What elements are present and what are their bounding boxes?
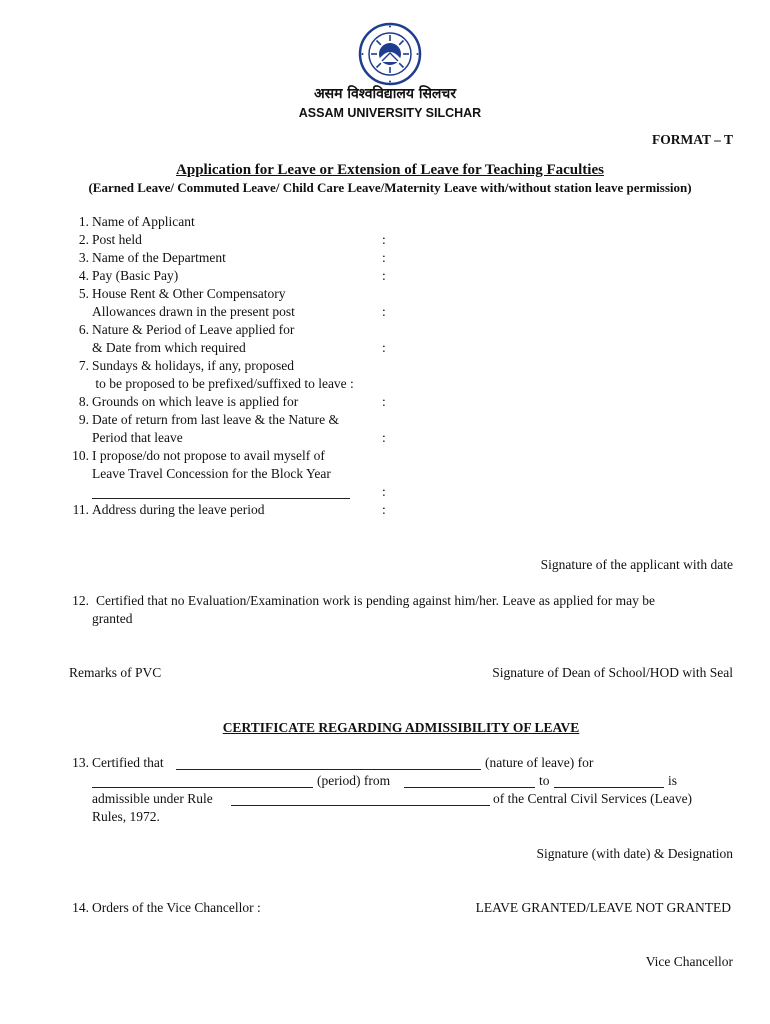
item-number: 14.	[72, 900, 89, 915]
leave-decision-text: LEAVE GRANTED/LEAVE NOT GRANTED	[475, 900, 731, 915]
colon-separator: :	[382, 394, 386, 409]
colon-separator: :	[382, 232, 386, 247]
item-number: 4.	[78, 268, 89, 283]
format-label: FORMAT – T	[651, 132, 733, 147]
rule-blank[interactable]	[231, 805, 490, 806]
university-name-hindi: असम विश्वविद्यालय सिलचर	[313, 86, 457, 102]
item-number: 6.	[78, 322, 89, 337]
admissible-text: admissible under Rule	[92, 791, 213, 806]
item-label: Pay (Basic Pay)	[92, 268, 179, 283]
item-number: 7.	[78, 358, 89, 373]
item-number: 5.	[78, 286, 89, 301]
item-number: 12.	[72, 593, 89, 608]
item-label: Name of the Department	[92, 250, 226, 265]
applicant-signature-label: Signature of the applicant with date	[540, 557, 733, 572]
item-label-continued: & Date from which required	[92, 340, 246, 355]
item-number: 3.	[78, 250, 89, 265]
leave-nature-blank[interactable]	[176, 769, 481, 770]
block-year-blank[interactable]	[92, 498, 350, 499]
dean-signature-label: Signature of Dean of School/HOD with Seal	[492, 665, 733, 680]
item-label-continued: Period that leave	[92, 430, 183, 445]
item-label: House Rent & Other Compensatory	[92, 286, 286, 301]
item-number: 1.	[78, 214, 89, 229]
item-label: Nature & Period of Leave applied for	[92, 322, 295, 337]
item-label: I propose/do not propose to avail myself of	[92, 448, 325, 463]
remarks-pvc-label: Remarks of PVC	[69, 665, 162, 680]
certified-that-text: Certified that	[92, 755, 164, 770]
item-number: 11.	[72, 502, 89, 517]
item-number: 13.	[72, 755, 89, 770]
central-civil-services-text: of the Central Civil Services (Leave)	[493, 791, 693, 806]
period-from-blank[interactable]	[404, 787, 535, 788]
is-text: is	[668, 773, 678, 788]
colon-separator: :	[382, 340, 386, 355]
item-number: 2.	[78, 232, 89, 247]
form-title: Application for Leave or Extension of Leave for Teaching Faculties	[176, 162, 604, 178]
form-subtitle: (Earned Leave/ Commuted Leave/ Child Care Leave/Maternity Leave with/without station leave permission)	[88, 180, 692, 195]
item-label: Grounds on which leave is applied for	[92, 394, 299, 409]
designation-signature-label: Signature (with date) & Designation	[536, 846, 733, 861]
period-to-blank[interactable]	[554, 787, 664, 788]
to-text: to	[539, 773, 550, 788]
item-number: 10.	[72, 448, 89, 463]
item-text-continued: granted	[92, 611, 133, 626]
nature-of-leave-text: (nature of leave) for	[485, 755, 594, 770]
item-number: 9.	[78, 412, 89, 427]
colon-separator: :	[382, 502, 386, 517]
colon-separator: :	[382, 484, 386, 499]
colon-separator: :	[382, 268, 386, 283]
item-label: Address during the leave period	[92, 502, 265, 517]
item-label-continued: Allowances drawn in the present post	[92, 304, 295, 319]
item-label: Sundays & holidays, if any, proposed	[92, 358, 294, 373]
colon-separator: :	[382, 430, 386, 445]
colon-separator: :	[382, 250, 386, 265]
leave-type-blank[interactable]	[92, 787, 313, 788]
item-label: Name of Applicant	[92, 214, 195, 229]
vc-orders-text: Orders of the Vice Chancellor :	[92, 900, 261, 915]
item-number: 8.	[78, 394, 89, 409]
university-logo	[358, 22, 422, 86]
period-from-text: (period) from	[317, 773, 391, 788]
university-name: ASSAM UNIVERSITY SILCHAR	[298, 106, 482, 120]
item-label-continued: Leave Travel Concession for the Block Year	[92, 466, 331, 481]
item-label-continued: to be proposed to be prefixed/suffixed to leave :	[92, 376, 354, 391]
item-text: Certified that no Evaluation/Examination work is pending against him/her. Leave as applied for may be	[96, 593, 655, 608]
vice-chancellor-label: Vice Chancellor	[645, 954, 733, 969]
colon-separator: :	[382, 304, 386, 319]
certificate-title: CERTIFICATE REGARDING ADMISSIBILITY OF LEAVE	[222, 720, 580, 735]
item-label: Post held	[92, 232, 142, 247]
item-label: Date of return from last leave & the Nature &	[92, 412, 340, 427]
rules-text: Rules, 1972.	[92, 809, 160, 824]
